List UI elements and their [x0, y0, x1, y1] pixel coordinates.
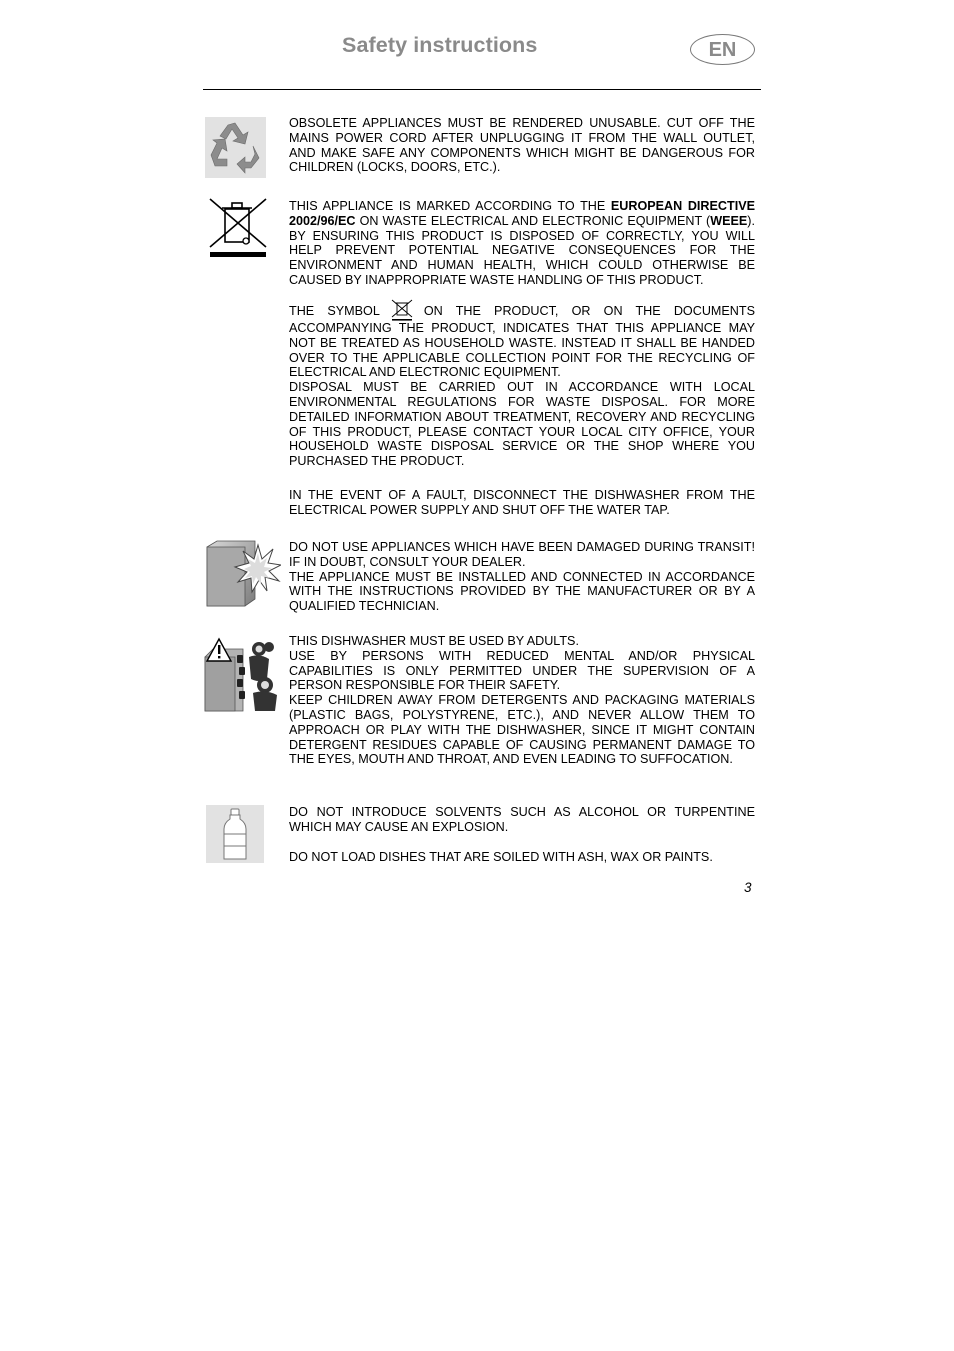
solvent-bottle-icon [206, 805, 264, 863]
symbol-text-before: THE SYMBOL [289, 304, 380, 318]
dishes-text: DO NOT LOAD DISHES THAT ARE SOILED WITH ASH, WAX OR PAINTS. [289, 850, 713, 864]
page-title: Safety instructions [342, 33, 538, 57]
crossed-bin-small-icon [390, 299, 414, 321]
weee-text-part1: THIS APPLIANCE IS MARKED ACCORDING TO THE [289, 199, 611, 213]
adults-text [289, 634, 755, 767]
symbol-paragraph [289, 299, 755, 469]
crossed-bin-icon [208, 197, 268, 259]
adults-text-a: THIS DISHWASHER MUST BE USED BY ADULTS. [289, 634, 579, 648]
weee-text-part2: ON WASTE ELECTRICAL AND ELECTRONIC EQUIPMENT ( [355, 213, 711, 228]
adults-text-c: KEEP CHILDREN AWAY FROM DETERGENTS AND PACKAGING MATERIALS (PLASTIC BAGS, POLYSTYRENE, ETC.), AND NEVER ALLOW THEM TO APPROACH OR PLAY WITH THE DISHWASHER, SINCE IT MIGHT CONTAIN DETERGENT RESIDUES CAPABLE OF CAUSING PERMANENT DAMAGE TO THE EYES, MOUTH AND THROAT, AND EVEN LEADING TO SUFFOCATION. [289, 693, 755, 767]
adults-text-b: USE BY PERSONS WITH REDUCED MENTAL AND/OR PHYSICAL CAPABILITIES IS ONLY PERMITTED UNDER THE SUPERVISION OF A PERSON RESPONSIBLE FOR THEIR SAFETY. [289, 648, 755, 693]
solvents-text: DO NOT INTRODUCE SOLVENTS SUCH AS ALCOHOL OR TURPENTINE WHICH MAY CAUSE AN EXPLOSION. [289, 805, 755, 834]
language-badge: EN [690, 34, 755, 65]
weee-text-part3: ). BY ENSURING THIS PRODUCT IS DISPOSED OF CORRECTLY, YOU WILL HELP PREVENT POTENTIAL NEGATIVE CONSEQUENCES FOR THE ENVIRONMENT AND HUMAN HEALTH, WHICH COULD OTHERWISE BE CAUSED BY INAPPROPRIATE WASTE HANDLING OF THIS PRODUCT. [289, 213, 755, 287]
damaged-text-a: DO NOT USE APPLIANCES WHICH HAVE BEEN DAMAGED DURING TRANSIT! IF IN DOUBT, CONSULT YOUR DEALER. [289, 540, 755, 569]
directive-bold: EUROPEAN DIRECTIVE 2002/96/EC [289, 199, 755, 228]
page-number: 3 [744, 880, 752, 895]
weee-text [289, 199, 755, 288]
damaged-appliance-icon [205, 539, 281, 609]
recycle-text: OBSOLETE APPLIANCES MUST BE RENDERED UNUSABLE. CUT OFF THE MAINS POWER CORD AFTER UNPLUGGING IT FROM THE WALL OUTLET, AND MAKE SAFE ANY COMPONENTS WHICH MIGHT BE DANGEROUS FOR CHILDREN (LOCKS, DOORS, ETC.). [289, 116, 755, 175]
header-divider [203, 89, 761, 90]
fault-text: IN THE EVENT OF A FAULT, DISCONNECT THE DISHWASHER FROM THE ELECTRICAL POWER SUPPLY AND SHUT OFF THE WATER TAP. [289, 488, 755, 517]
recycle-icon [205, 117, 266, 178]
symbol-text-rest: ACCOMPANYING THE PRODUCT, INDICATES THAT THIS APPLIANCE MAY NOT BE TREATED AS HOUSEHOLD WASTE. INSTEAD IT SHALL BE HANDED OVER TO THE APPLICABLE COLLECTION POINT FOR THE RECYCLING OF ELECTRICAL AND ELECTRONIC EQUIPMENT. [289, 321, 755, 380]
symbol-text-after: ON THE PRODUCT, OR ON THE DOCUMENTS [423, 304, 755, 318]
children-warning-icon [203, 635, 281, 713]
damaged-text-b: THE APPLIANCE MUST BE INSTALLED AND CONNECTED IN ACCORDANCE WITH THE INSTRUCTIONS PROVIDED BY THE MANUFACTURER OR BY A QUALIFIED TECHNICIAN. [289, 569, 755, 614]
weee-bold: WEEE [710, 213, 748, 228]
damaged-text [289, 540, 755, 614]
disposal-text: DISPOSAL MUST BE CARRIED OUT IN ACCORDANCE WITH LOCAL ENVIRONMENTAL REGULATIONS FOR WASTE DISPOSAL. FOR MORE DETAILED INFORMATION ABOUT TREATMENT, RECOVERY AND RECYCLING OF THIS PRODUCT, PLEASE CONTACT YOUR LOCAL CITY OFFICE, YOUR HOUSEHOLD WASTE DISPOSAL SERVICE OR THE SHOP WHERE YOU PURCHASED THE PRODUCT. [289, 380, 755, 469]
symbol-line [289, 299, 755, 321]
